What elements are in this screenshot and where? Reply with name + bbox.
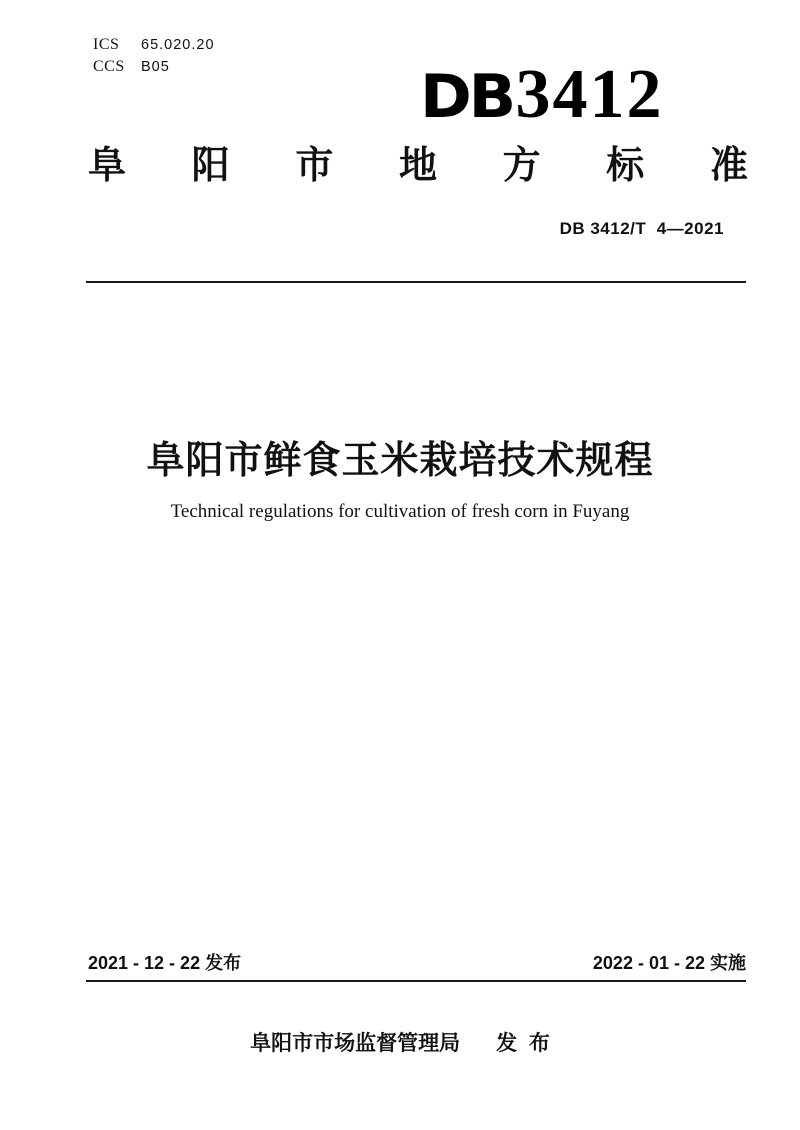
classification-codes xyxy=(93,34,215,78)
ics-code-line xyxy=(93,34,215,56)
publish-action-label: 发 布 xyxy=(496,1032,550,1055)
document-number: DB 3412/T 4—2021 xyxy=(559,219,724,238)
ccs-value: B05 xyxy=(141,59,170,75)
standard-type-char: 市 xyxy=(295,145,334,187)
document-title-english: Technical regulations for cultivation of fresh corn in Fuyang xyxy=(170,501,630,522)
logo-db-prefix: DB xyxy=(420,62,514,132)
standard-type-title xyxy=(88,146,748,188)
top-divider-line xyxy=(86,281,746,283)
ics-value: 65.020.20 xyxy=(141,37,215,53)
issue-date: 2021 - 12 - 22 发布 xyxy=(88,953,242,973)
db-standard-logo xyxy=(420,56,664,133)
publisher-name: 阜阳市市场监督管理局 xyxy=(250,1032,461,1055)
standard-type-char: 阜 xyxy=(88,145,127,187)
standard-type-char: 准 xyxy=(709,145,748,187)
standard-type-char: 地 xyxy=(398,145,437,187)
ccs-label: CCS xyxy=(93,58,125,75)
document-title-chinese: 阜阳市鲜食玉米栽培技术规程 xyxy=(146,440,654,482)
ccs-code-line xyxy=(93,56,215,78)
dates-row xyxy=(88,949,746,975)
bottom-divider-line xyxy=(86,980,746,982)
standard-type-char: 阳 xyxy=(191,145,230,187)
standard-type-char: 方 xyxy=(502,145,541,187)
standard-type-char: 标 xyxy=(606,145,645,187)
ics-label: ICS xyxy=(93,36,120,53)
publisher-row xyxy=(0,1027,800,1057)
effective-date: 2022 - 01 - 22 实施 xyxy=(592,953,746,973)
logo-db-number: 3412 xyxy=(515,56,664,133)
